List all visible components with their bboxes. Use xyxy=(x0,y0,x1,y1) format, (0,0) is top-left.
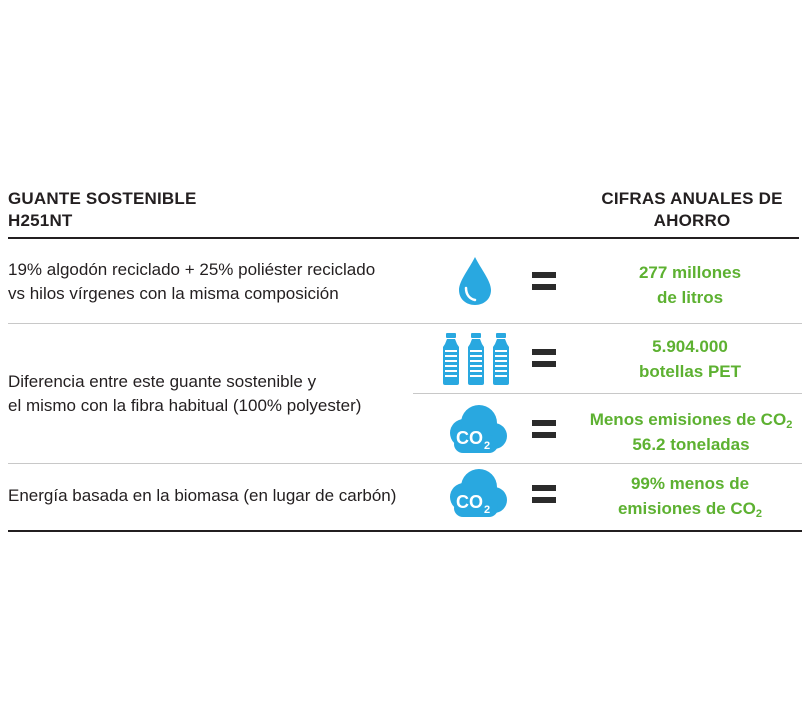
row3-desc-line1: Energía basada en la biomasa (en lugar de carbón) xyxy=(8,486,397,505)
row3-value-line1: 99% menos de xyxy=(630,474,750,493)
row2-description xyxy=(8,370,361,418)
row1-equals-sign xyxy=(532,272,556,290)
co2-icon-subscript: 2 xyxy=(484,504,491,516)
row2b-value-line1 xyxy=(578,407,804,432)
co2-cloud-icon xyxy=(442,403,508,455)
right-header-line1: CIFRAS ANUALES DE xyxy=(601,189,783,208)
row1-desc-line2: vs hilos vírgenes con la misma composición xyxy=(8,284,339,303)
row3-description xyxy=(8,484,396,508)
row3-value-text: emisiones de CO xyxy=(617,499,756,518)
row2-sub-divider xyxy=(413,393,802,394)
row2a-value-line2: botellas PET xyxy=(638,362,742,381)
row2a-value xyxy=(590,334,790,384)
row2-desc-line1: Diferencia entre este guante sostenible y xyxy=(8,372,317,391)
row2b-value-subscript: 2 xyxy=(786,419,793,431)
row2a-equals-sign xyxy=(532,349,556,367)
row1-divider xyxy=(8,323,802,324)
co2-icon-subscript: 2 xyxy=(484,440,491,452)
plastic-bottles-icon xyxy=(441,332,511,386)
left-header-line1: GUANTE SOSTENIBLE xyxy=(8,189,197,208)
row1-description xyxy=(8,258,375,306)
row2-divider xyxy=(8,463,802,464)
water-drop-icon xyxy=(457,255,493,307)
row3-value-subscript: 2 xyxy=(755,508,763,520)
row3-equals-sign xyxy=(532,485,556,503)
row2-desc-line2: el mismo con la fibra habitual (100% polyester) xyxy=(8,396,362,415)
row3-value xyxy=(590,471,790,521)
co2-cloud-icon xyxy=(442,467,508,519)
row2a-value-line1: 5.904.000 xyxy=(652,337,728,356)
row2b-value xyxy=(578,407,804,457)
right-header-line2: AHORRO xyxy=(653,211,731,230)
row2b-value-line2: 56.2 toneladas xyxy=(632,435,750,454)
row1-value-line1: 277 millones xyxy=(638,263,742,282)
row1-desc-line1: 19% algodón reciclado + 25% poliéster reciclado xyxy=(8,260,376,279)
right-column-header xyxy=(592,188,792,232)
bottom-divider xyxy=(8,530,802,532)
row2b-value-text: Menos emisiones de CO xyxy=(589,410,787,429)
row1-value xyxy=(590,260,790,310)
co2-icon-text: CO xyxy=(456,492,483,512)
left-header-line2: H251NT xyxy=(8,211,73,230)
row3-value-line2 xyxy=(590,496,790,521)
row1-value-line2: de litros xyxy=(656,288,724,307)
row2b-equals-sign xyxy=(532,420,556,438)
left-column-header xyxy=(8,188,197,232)
co2-icon-text: CO xyxy=(456,428,483,448)
header-divider xyxy=(8,237,799,239)
